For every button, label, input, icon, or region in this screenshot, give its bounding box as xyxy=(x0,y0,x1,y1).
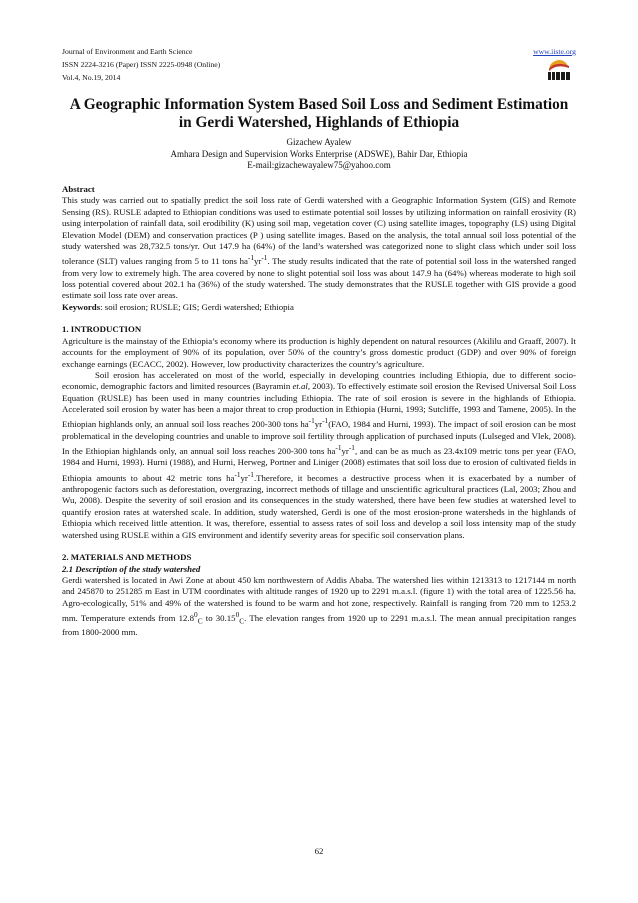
introduction-paragraph-2: Soil erosion has accelerated on most of the world, especially in developing countries including Ethiopia, due to different socio-economic, demographic factors and limited resources (Bayramin et.al, 2003). To effectively estimate soil erosion the Revised Universal Soil Loss Equation (RUSLE) has been used in many countries including Ethiopia. The rate of soil erosion is severe in the highlands of Ethiopia. Accelerated soil erosion by water has been a major threat to crop production in Ethiopia (Hurni, 1993; Sutcliffe, 1993 and Tamene, 2005). In the Ethiopian highlands only, an annual soil loss reaches 200-300 tons $ha^{-1}yr^{-1}(FAO$, 1984 and Hurni, 1993). The impact of soil erosion can be most problematical in the developing countries and unable to improve soil fertility through application of purchased inputs (Lulseged and Vlek, 2008). In the Ethiopian highlands only, an annual soil loss reaches 200-300 tons $ha^{-1}yr^{-1}$, and can be as much as 23.4x109 metric tons per year (FAO, 1984 and Hurni, 1993). Hurni (1988), and Hurni, Herweg, Portner and Liniger (2008) estimates that soil loss due to erosion of cultivated fields in Ethiopia amounts to about 42 metric tons $ha^{-1}yr^{-1}.Therefore$, it becomes a destructive process when it is exacerbated by a number of anthropogenic factors such as deforestation, overgrazing, incorrect methods of tillage and unscientific agricultural practices (Lal, 2003; Zhou and Wu, 2008). Despite the severity of soil erosion and its consequences in the study watershed, there have been few studies at watershed level to quantify erosion rates at watershed scale. In addition, study watershed, Gerdi is one of the most erosion-prone watersheds in the highlands of Ethiopia which received little attention. It was, therefore, essential to assess rates of soil loss and develop a soil loss intensity map of the study watershed using RUSLE within a GIS environment and identify severity areas for specific soil conservation plans. xyxy=(62,369,576,540)
author-block xyxy=(62,137,576,172)
issn-line: ISSN 2224-3216 (Paper) ISSN 2225-0948 (Online) xyxy=(62,60,221,69)
iiste-logo-icon xyxy=(546,59,572,81)
journal-header xyxy=(62,0,576,90)
journal-name: Journal of Environment and Earth Science xyxy=(62,47,193,56)
paper-page xyxy=(62,0,576,856)
introduction-paragraph-1: Agriculture is the mainstay of the Ethiopia’s economy where its production is highly dependent on natural resources (Akililu and Graaff, 2007). It accounts for the employment of 90% of its population, over 50% of the country’s gross domestic product (GDP) and over 90% of foreign exchange earnings (ECACC, 2002). However, low productivity characterizes the country’s agriculture. xyxy=(62,335,576,369)
keywords: Keywords: soil erosion; RUSLE; GIS; Gerdi watershed; Ethiopia xyxy=(62,301,294,312)
methods-heading: 2. MATERIALS AND METHODS xyxy=(62,552,192,563)
paper-body xyxy=(62,184,576,639)
methods-paragraph-1: Gerdi watershed is located in Awi Zone at about 450 km northwestern of Addis Ababa. The watershed lies within 1213313 to 1217144 m north and 245870 to 251285 m East in UTM coordinates with altitude ranges of 1920 up to 2291 m.a.s.l. (figure 1) with the total area of 1225.56 ha. Agro-ecologically, 51% and 49% of the watershed is found to be warm and hot zone, respectively. Rainfall is ranging from 720 mm to 1253.2 mm. Temperature extends from $12.8^0_C$ to $30.15^0_C$. The elevation ranges from 1920 up to 2291 m.a.s.l. The mean annual precipitation ranges from 1800-2000 mm. xyxy=(62,575,576,638)
introduction-heading: 1. INTRODUCTION xyxy=(62,324,142,335)
page-number: 62 xyxy=(314,846,324,856)
author-affiliation: Amhara Design and Supervision Works Enterprise (ADSWE), Bahir Dar, Ethiopia xyxy=(170,148,468,159)
author-name: Gizachew Ayalew xyxy=(286,137,352,147)
author-email: E-mail:gizachewayalew75@yahoo.com xyxy=(247,160,391,170)
volume-line: Vol.4, No.19, 2014 xyxy=(62,73,121,82)
paper-title: A Geographic Information System Based Soil Loss and Sediment Estimation in Gerdi Watershed, Highlands of Ethiopia xyxy=(69,96,569,131)
abstract-text: This study was carried out to spatially predict the soil loss rate of Gerdi watershed with a Geographic Information System (GIS) and Remote Sensing (RS). RUSLE adapted to Ethiopian conditions was used to estimate potential soil losses by utilizing information on rainfall erosivity (R) using interpolation of rainfall data, soil erodibility (K) using soil map, vegetation cover (C) using satellite images, topography (LS) using Digital Elevation Model (DEM) and conservation practices (P ) using satellite images. Based on the analysis, the total annual soil loss potential of the study watershed was 28,732.5 tons/yr. Out 147.9 ha (64%) of the land’s watershed was categorized none to slight class which under soil loss tolerance (SLT) values ranging from 5 to 11 tons $ha^{-1}yr^{-1}$. The study results indicated that the rate of potential soil loss in the watershed ranged from very low to extremely high. The area covered by none to slight potential soil loss was about 147.9 ha (64%) whereas moderate to high soil loss potential covered about 202.1 ha (36%) of the study watershed. The study demonstrates that the RUSLE together with GIS provide a good estimate soil loss rate over areas. xyxy=(62,195,576,301)
abstract-heading: Abstract xyxy=(62,184,95,194)
journal-website-link[interactable]: www.iiste.org xyxy=(533,47,576,56)
methods-subheading: 2.1 Description of the study watershed xyxy=(62,563,201,574)
